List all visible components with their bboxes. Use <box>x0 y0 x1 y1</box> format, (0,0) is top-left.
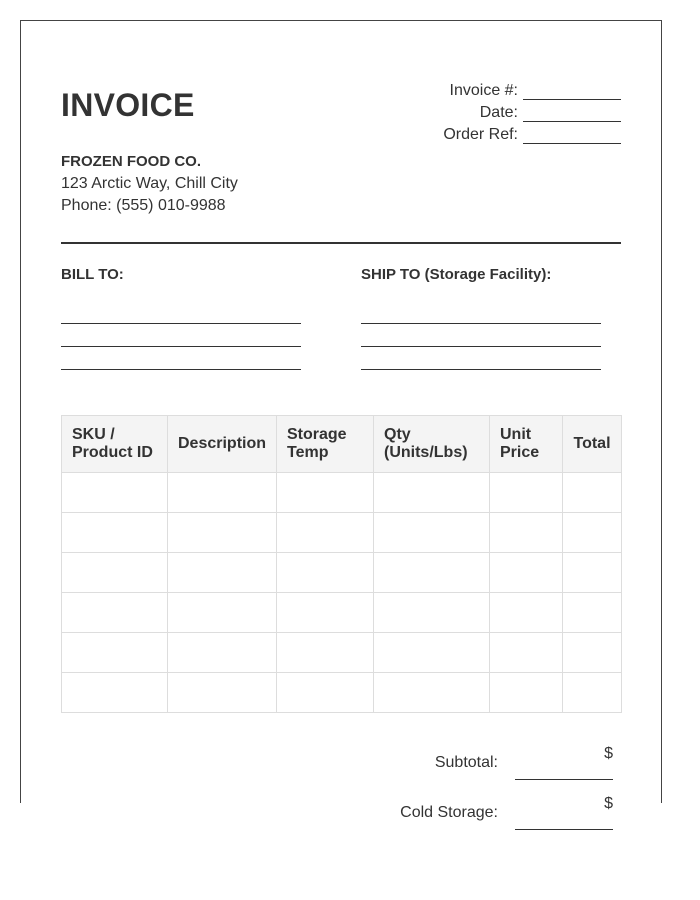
cold-storage-field[interactable] <box>515 829 613 830</box>
ship-to-line-1[interactable] <box>361 301 601 324</box>
table-cell[interactable] <box>490 633 563 673</box>
subtotal-label: Subtotal: <box>434 754 498 771</box>
cold-storage-label: Cold Storage: <box>400 804 498 821</box>
table-row <box>62 513 622 553</box>
table-cell[interactable] <box>62 593 168 633</box>
table-cell[interactable] <box>563 553 622 593</box>
company-name: FROZEN FOOD CO. <box>61 153 201 170</box>
column-header-storage-temp: Storage Temp <box>277 416 374 473</box>
bill-to-line-1[interactable] <box>61 301 301 324</box>
company-info <box>61 151 238 217</box>
ship-to-label: SHIP TO (Storage Facility): <box>361 266 552 283</box>
table-cell[interactable] <box>277 473 374 513</box>
table-cell[interactable] <box>563 473 622 513</box>
bill-to-label: BILL TO: <box>61 266 124 283</box>
table-cell[interactable] <box>563 673 622 713</box>
table-cell[interactable] <box>374 473 490 513</box>
invoice-number-row <box>321 78 621 100</box>
order-ref-row <box>321 122 621 144</box>
bill-to-line-3[interactable] <box>61 347 301 370</box>
table-cell[interactable] <box>168 513 277 553</box>
header-divider <box>61 242 621 244</box>
ship-to-block <box>361 266 621 370</box>
invoice-date-label: Date: <box>479 104 518 121</box>
line-items-body <box>62 473 622 713</box>
cold-storage-row <box>361 791 621 841</box>
order-ref-label: Order Ref: <box>443 126 518 143</box>
invoice-number-field[interactable] <box>523 85 621 100</box>
table-cell[interactable] <box>168 473 277 513</box>
company-phone: Phone: (555) 010-9988 <box>61 197 226 214</box>
bill-to-line-2[interactable] <box>61 324 301 347</box>
table-cell[interactable] <box>563 513 622 553</box>
table-cell[interactable] <box>62 553 168 593</box>
invoice-number-label: Invoice #: <box>449 82 518 99</box>
table-row <box>62 633 622 673</box>
table-cell[interactable] <box>374 673 490 713</box>
column-header-description: Description <box>168 416 277 473</box>
order-ref-field[interactable] <box>523 129 621 144</box>
subtotal-field[interactable] <box>515 779 613 780</box>
table-row <box>62 473 622 513</box>
table-header-row <box>62 416 622 473</box>
table-cell[interactable] <box>490 593 563 633</box>
table-cell[interactable] <box>490 553 563 593</box>
invoice-meta <box>321 78 621 144</box>
subtotal-currency: $ <box>604 745 613 762</box>
table-cell[interactable] <box>490 473 563 513</box>
table-cell[interactable] <box>168 593 277 633</box>
column-header-unit-price: Unit Price <box>490 416 563 473</box>
invoice-sheet <box>20 20 662 821</box>
table-cell[interactable] <box>62 513 168 553</box>
bill-to-block <box>61 266 301 370</box>
table-cell[interactable] <box>168 673 277 713</box>
table-cell[interactable] <box>374 593 490 633</box>
table-cell[interactable] <box>563 633 622 673</box>
cold-storage-currency: $ <box>604 795 613 812</box>
company-address: 123 Arctic Way, Chill City <box>61 175 238 192</box>
table-cell[interactable] <box>490 513 563 553</box>
table-cell[interactable] <box>374 633 490 673</box>
table-cell[interactable] <box>277 673 374 713</box>
column-header-sku: SKU / Product ID <box>62 416 168 473</box>
table-cell[interactable] <box>490 673 563 713</box>
invoice-title: INVOICE <box>61 87 195 123</box>
table-cell[interactable] <box>277 633 374 673</box>
column-header-total: Total <box>563 416 622 473</box>
line-items-table <box>61 415 622 713</box>
table-cell[interactable] <box>277 513 374 553</box>
table-cell[interactable] <box>62 673 168 713</box>
table-cell[interactable] <box>563 593 622 633</box>
table-cell[interactable] <box>62 473 168 513</box>
table-cell[interactable] <box>62 633 168 673</box>
table-row <box>62 553 622 593</box>
ship-to-line-2[interactable] <box>361 324 601 347</box>
table-cell[interactable] <box>277 553 374 593</box>
table-cell[interactable] <box>374 553 490 593</box>
column-header-qty: Qty (Units/Lbs) <box>374 416 490 473</box>
invoice-date-field[interactable] <box>523 107 621 122</box>
table-row <box>62 593 622 633</box>
totals-block <box>361 741 621 841</box>
table-cell[interactable] <box>374 513 490 553</box>
ship-to-line-3[interactable] <box>361 347 601 370</box>
table-row <box>62 673 622 713</box>
table-cell[interactable] <box>277 593 374 633</box>
subtotal-row <box>361 741 621 791</box>
table-cell[interactable] <box>168 553 277 593</box>
invoice-date-row <box>321 100 621 122</box>
table-cell[interactable] <box>168 633 277 673</box>
